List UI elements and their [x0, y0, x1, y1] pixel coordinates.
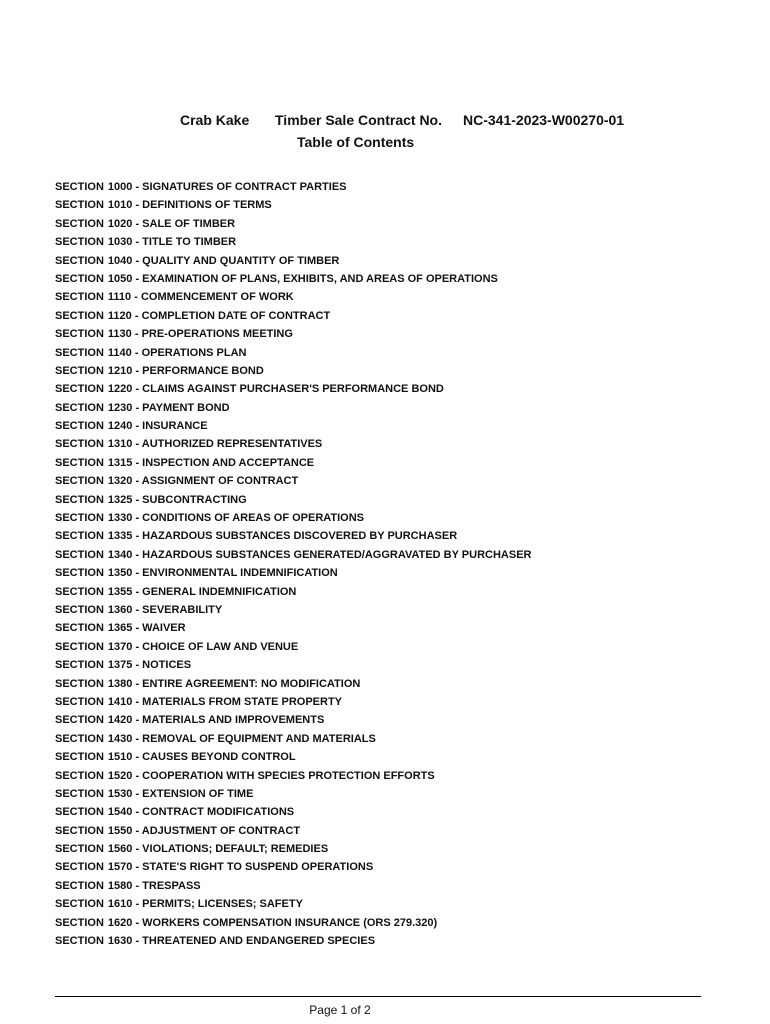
- footer-divider: [55, 996, 701, 997]
- section-prefix: SECTION: [55, 475, 104, 488]
- toc-entry: SECTION 1360 - SEVERABILITY: [55, 603, 223, 616]
- toc-entry: SECTION 1240 - INSURANCE: [55, 420, 208, 433]
- section-title: TRESPASS: [142, 879, 201, 892]
- toc-entry: SECTION 1120 - COMPLETION DATE OF CONTRACT: [55, 309, 331, 322]
- section-title: PRE-OPERATIONS MEETING: [141, 328, 293, 341]
- section-number: 1430: [107, 732, 133, 745]
- section-number: 1040: [107, 254, 133, 267]
- section-title: HAZARDOUS SUBSTANCES GENERATED/AGGRAVATED BY PURCHASER: [142, 548, 532, 561]
- section-prefix: SECTION: [55, 640, 104, 653]
- toc-entry: SECTION 1620 - WORKERS COMPENSATION INSURANCE (ORS 279.320): [55, 916, 438, 929]
- section-prefix: SECTION: [55, 732, 104, 745]
- section-title: COMMENCEMENT OF WORK: [140, 291, 294, 304]
- section-prefix: SECTION: [55, 309, 104, 322]
- section-title: GENERAL INDEMNIFICATION: [142, 585, 297, 598]
- toc-entry: SECTION 1110 - COMMENCEMENT OF WORK: [55, 291, 294, 304]
- section-number: 1120: [107, 309, 132, 322]
- section-prefix: SECTION: [55, 843, 104, 856]
- toc-entry: SECTION 1315 - INSPECTION AND ACCEPTANCE: [55, 456, 315, 469]
- section-number: 1520: [107, 769, 133, 782]
- section-number: 1000: [107, 181, 133, 193]
- section-number: 1630: [107, 935, 133, 948]
- section-title: CAUSES BEYOND CONTROL: [142, 751, 296, 764]
- section-number: 1330: [107, 512, 133, 525]
- section-number: 1010: [107, 199, 133, 212]
- toc-entry: SECTION 1210 - PERFORMANCE BOND: [55, 364, 264, 377]
- section-prefix: SECTION: [55, 236, 104, 249]
- section-title: INSPECTION AND ACCEPTANCE: [142, 456, 315, 469]
- section-title: SALE OF TIMBER: [142, 217, 236, 230]
- section-prefix: SECTION: [55, 199, 104, 212]
- toc-entry: SECTION 1330 - CONDITIONS OF AREAS OF OPERATIONS: [55, 512, 365, 525]
- toc-entry: SECTION 1365 - WAIVER: [55, 622, 186, 635]
- section-number: 1380: [107, 677, 133, 690]
- section-title: HAZARDOUS SUBSTANCES DISCOVERED BY PURCHASER: [142, 530, 458, 543]
- section-prefix: SECTION: [55, 181, 104, 193]
- section-title: PERMITS; LICENSES; SAFETY: [142, 898, 303, 911]
- section-title: INSURANCE: [142, 420, 208, 433]
- section-number: 1230: [107, 401, 133, 414]
- section-number: 1320: [107, 475, 133, 488]
- section-prefix: SECTION: [55, 456, 104, 469]
- section-number: 1020: [107, 217, 133, 230]
- section-number: 1570: [107, 861, 133, 874]
- toc-entry: SECTION 1630 - THREATENED AND ENDANGERED SPECIES: [55, 935, 376, 948]
- toc-entry: SECTION 1010 - DEFINITIONS OF TERMS: [55, 199, 272, 212]
- section-title: CHOICE OF LAW AND VENUE: [142, 640, 299, 653]
- toc-entry: SECTION 1350 - ENVIRONMENTAL INDEMNIFICATION: [55, 567, 338, 580]
- toc-entry: SECTION 1420 - MATERIALS AND IMPROVEMENTS: [55, 714, 325, 727]
- section-prefix: SECTION: [55, 530, 104, 543]
- section-prefix: SECTION: [55, 879, 104, 892]
- section-title: MATERIALS AND IMPROVEMENTS: [142, 714, 325, 727]
- section-prefix: SECTION: [55, 787, 104, 800]
- section-title: SUBCONTRACTING: [142, 493, 247, 506]
- section-number: 1340: [107, 548, 133, 561]
- toc-entry: SECTION 1355 - GENERAL INDEMNIFICATION: [55, 585, 297, 598]
- section-title: WORKERS COMPENSATION INSURANCE (ORS 279.320): [142, 916, 438, 929]
- section-number: 1030: [107, 236, 133, 249]
- section-number: 1220: [107, 383, 133, 396]
- section-title: COMPLETION DATE OF CONTRACT: [141, 309, 331, 322]
- toc-entry: SECTION 1380 - ENTIRE AGREEMENT: NO MODIFICATION: [55, 677, 361, 690]
- section-prefix: SECTION: [55, 898, 104, 911]
- table-of-contents: [55, 178, 531, 950]
- section-title: THREATENED AND ENDANGERED SPECIES: [142, 935, 376, 948]
- section-title: EXTENSION OF TIME: [142, 787, 254, 800]
- section-number: 1560: [107, 843, 133, 856]
- section-prefix: SECTION: [55, 622, 104, 635]
- section-title: WAIVER: [142, 622, 186, 635]
- toc-entry: SECTION 1370 - CHOICE OF LAW AND VENUE: [55, 640, 299, 653]
- toc-entry: SECTION 1530 - EXTENSION OF TIME: [55, 787, 254, 800]
- section-prefix: SECTION: [55, 567, 104, 580]
- section-prefix: SECTION: [55, 659, 104, 672]
- section-prefix: SECTION: [55, 824, 104, 837]
- section-number: 1355: [107, 585, 133, 598]
- section-title: CONDITIONS OF AREAS OF OPERATIONS: [142, 512, 365, 525]
- toc-entry: SECTION 1230 - PAYMENT BOND: [55, 401, 230, 414]
- toc-entry: SECTION 1430 - REMOVAL OF EQUIPMENT AND MATERIALS: [55, 732, 376, 745]
- toc-entry: SECTION 1540 - CONTRACT MODIFICATIONS: [55, 806, 295, 819]
- section-prefix: SECTION: [55, 291, 104, 304]
- toc-entry: SECTION 1310 - AUTHORIZED REPRESENTATIVES: [55, 438, 323, 451]
- section-number: 1420: [107, 714, 133, 727]
- toc-entry: SECTION 1520 - COOPERATION WITH SPECIES PROTECTION EFFORTS: [55, 769, 435, 782]
- section-title: MATERIALS FROM STATE PROPERTY: [142, 695, 343, 708]
- section-number: 1110: [107, 291, 132, 304]
- contract-label: Timber Sale Contract No.: [275, 112, 443, 128]
- section-number: 1130: [107, 328, 132, 341]
- section-title: CONTRACT MODIFICATIONS: [142, 806, 295, 819]
- toc-entry: SECTION 1570 - STATE'S RIGHT TO SUSPEND OPERATIONS: [55, 861, 374, 874]
- section-number: 1210: [107, 364, 133, 377]
- section-prefix: SECTION: [55, 512, 104, 525]
- section-prefix: SECTION: [55, 806, 104, 819]
- section-number: 1580: [107, 879, 133, 892]
- section-title: ENTIRE AGREEMENT: NO MODIFICATION: [142, 677, 361, 690]
- toc-entry: SECTION 1140 - OPERATIONS PLAN: [55, 346, 247, 359]
- section-prefix: SECTION: [55, 861, 104, 874]
- section-number: 1140: [107, 346, 132, 359]
- toc-entry: SECTION 1220 - CLAIMS AGAINST PURCHASER'S PERFORMANCE BOND: [55, 383, 444, 396]
- section-number: 1335: [107, 530, 133, 543]
- toc-entry: SECTION 1580 - TRESPASS: [55, 879, 201, 892]
- toc-entry: SECTION 1410 - MATERIALS FROM STATE PROPERTY: [55, 695, 343, 708]
- toc-entry: SECTION 1340 - HAZARDOUS SUBSTANCES GENERATED/AGGRAVATED BY PURCHASER: [55, 548, 532, 561]
- section-number: 1310: [107, 438, 133, 451]
- page-number: Page 1 of 2: [309, 1003, 371, 1017]
- toc-entry: SECTION 1000 - SIGNATURES OF CONTRACT PARTIES: [55, 181, 347, 193]
- section-title: QUALITY AND QUANTITY OF TIMBER: [142, 254, 340, 267]
- section-number: 1240: [107, 420, 133, 433]
- section-title: SIGNATURES OF CONTRACT PARTIES: [142, 181, 347, 193]
- section-title: NOTICES: [142, 659, 192, 672]
- toc-entry: SECTION 1050 - EXAMINATION OF PLANS, EXHIBITS, AND AREAS OF OPERATIONS: [55, 272, 498, 285]
- section-title: OPERATIONS PLAN: [141, 346, 247, 359]
- section-prefix: SECTION: [55, 420, 104, 433]
- section-title: PAYMENT BOND: [142, 401, 230, 414]
- contract-number: NC-341-2023-W00270-01: [463, 112, 625, 128]
- section-title: TITLE TO TIMBER: [142, 236, 237, 249]
- section-prefix: SECTION: [55, 438, 104, 451]
- section-prefix: SECTION: [55, 935, 104, 948]
- section-prefix: SECTION: [55, 769, 104, 782]
- toc-entry: SECTION 1560 - VIOLATIONS; DEFAULT; REMEDIES: [55, 843, 329, 856]
- section-number: 1410: [107, 695, 133, 708]
- sale-name: Crab Kake: [180, 112, 250, 128]
- section-number: 1365: [107, 622, 133, 635]
- section-prefix: SECTION: [55, 364, 104, 377]
- section-title: SEVERABILITY: [142, 603, 223, 616]
- section-title: VIOLATIONS; DEFAULT; REMEDIES: [142, 843, 329, 856]
- section-title: AUTHORIZED REPRESENTATIVES: [141, 438, 323, 451]
- section-prefix: SECTION: [55, 346, 104, 359]
- section-title: CLAIMS AGAINST PURCHASER'S PERFORMANCE BOND: [142, 383, 444, 396]
- section-title: ASSIGNMENT OF CONTRACT: [141, 475, 299, 488]
- toc-entry: SECTION 1130 - PRE-OPERATIONS MEETING: [55, 328, 293, 341]
- section-prefix: SECTION: [55, 254, 104, 267]
- section-prefix: SECTION: [55, 217, 104, 230]
- section-title: COOPERATION WITH SPECIES PROTECTION EFFORTS: [142, 769, 435, 782]
- section-number: 1510: [107, 751, 133, 764]
- section-prefix: SECTION: [55, 401, 104, 414]
- section-prefix: SECTION: [55, 585, 104, 598]
- section-title: EXAMINATION OF PLANS, EXHIBITS, AND AREAS OF OPERATIONS: [142, 272, 498, 285]
- section-title: STATE'S RIGHT TO SUSPEND OPERATIONS: [142, 861, 374, 874]
- section-number: 1050: [107, 272, 133, 285]
- section-number: 1550: [107, 824, 133, 837]
- toc-entry: SECTION 1550 - ADJUSTMENT OF CONTRACT: [55, 824, 301, 837]
- section-prefix: SECTION: [55, 548, 104, 561]
- section-number: 1620: [107, 916, 133, 929]
- section-title: DEFINITIONS OF TERMS: [142, 199, 272, 212]
- section-number: 1375: [107, 659, 133, 672]
- section-number: 1360: [107, 603, 133, 616]
- section-title: PERFORMANCE BOND: [142, 364, 264, 377]
- section-number: 1370: [107, 640, 133, 653]
- section-prefix: SECTION: [55, 328, 104, 341]
- toc-entry: SECTION 1325 - SUBCONTRACTING: [55, 493, 247, 506]
- toc-entry: SECTION 1610 - PERMITS; LICENSES; SAFETY: [55, 898, 303, 911]
- section-number: 1610: [107, 898, 133, 911]
- section-prefix: SECTION: [55, 677, 104, 690]
- toc-title: Table of Contents: [297, 134, 415, 150]
- section-number: 1315: [107, 456, 133, 469]
- toc-entry: SECTION 1510 - CAUSES BEYOND CONTROL: [55, 751, 296, 764]
- section-prefix: SECTION: [55, 695, 104, 708]
- toc-entry: SECTION 1030 - TITLE TO TIMBER: [55, 236, 237, 249]
- section-prefix: SECTION: [55, 272, 104, 285]
- toc-entry: SECTION 1320 - ASSIGNMENT OF CONTRACT: [55, 475, 299, 488]
- section-prefix: SECTION: [55, 383, 104, 396]
- section-title: ENVIRONMENTAL INDEMNIFICATION: [142, 567, 338, 580]
- toc-entry: SECTION 1335 - HAZARDOUS SUBSTANCES DISCOVERED BY PURCHASER: [55, 530, 458, 543]
- section-prefix: SECTION: [55, 603, 104, 616]
- section-number: 1350: [107, 567, 133, 580]
- toc-entry: SECTION 1020 - SALE OF TIMBER: [55, 217, 236, 230]
- section-prefix: SECTION: [55, 751, 104, 764]
- section-number: 1540: [107, 806, 133, 819]
- section-prefix: SECTION: [55, 493, 104, 506]
- section-title: REMOVAL OF EQUIPMENT AND MATERIALS: [142, 732, 376, 745]
- section-prefix: SECTION: [55, 714, 104, 727]
- section-number: 1530: [107, 787, 133, 800]
- toc-entry: SECTION 1375 - NOTICES: [55, 659, 192, 672]
- section-number: 1325: [107, 493, 133, 506]
- section-prefix: SECTION: [55, 916, 104, 929]
- section-title: ADJUSTMENT OF CONTRACT: [141, 824, 301, 837]
- toc-entry: SECTION 1040 - QUALITY AND QUANTITY OF TIMBER: [55, 254, 340, 267]
